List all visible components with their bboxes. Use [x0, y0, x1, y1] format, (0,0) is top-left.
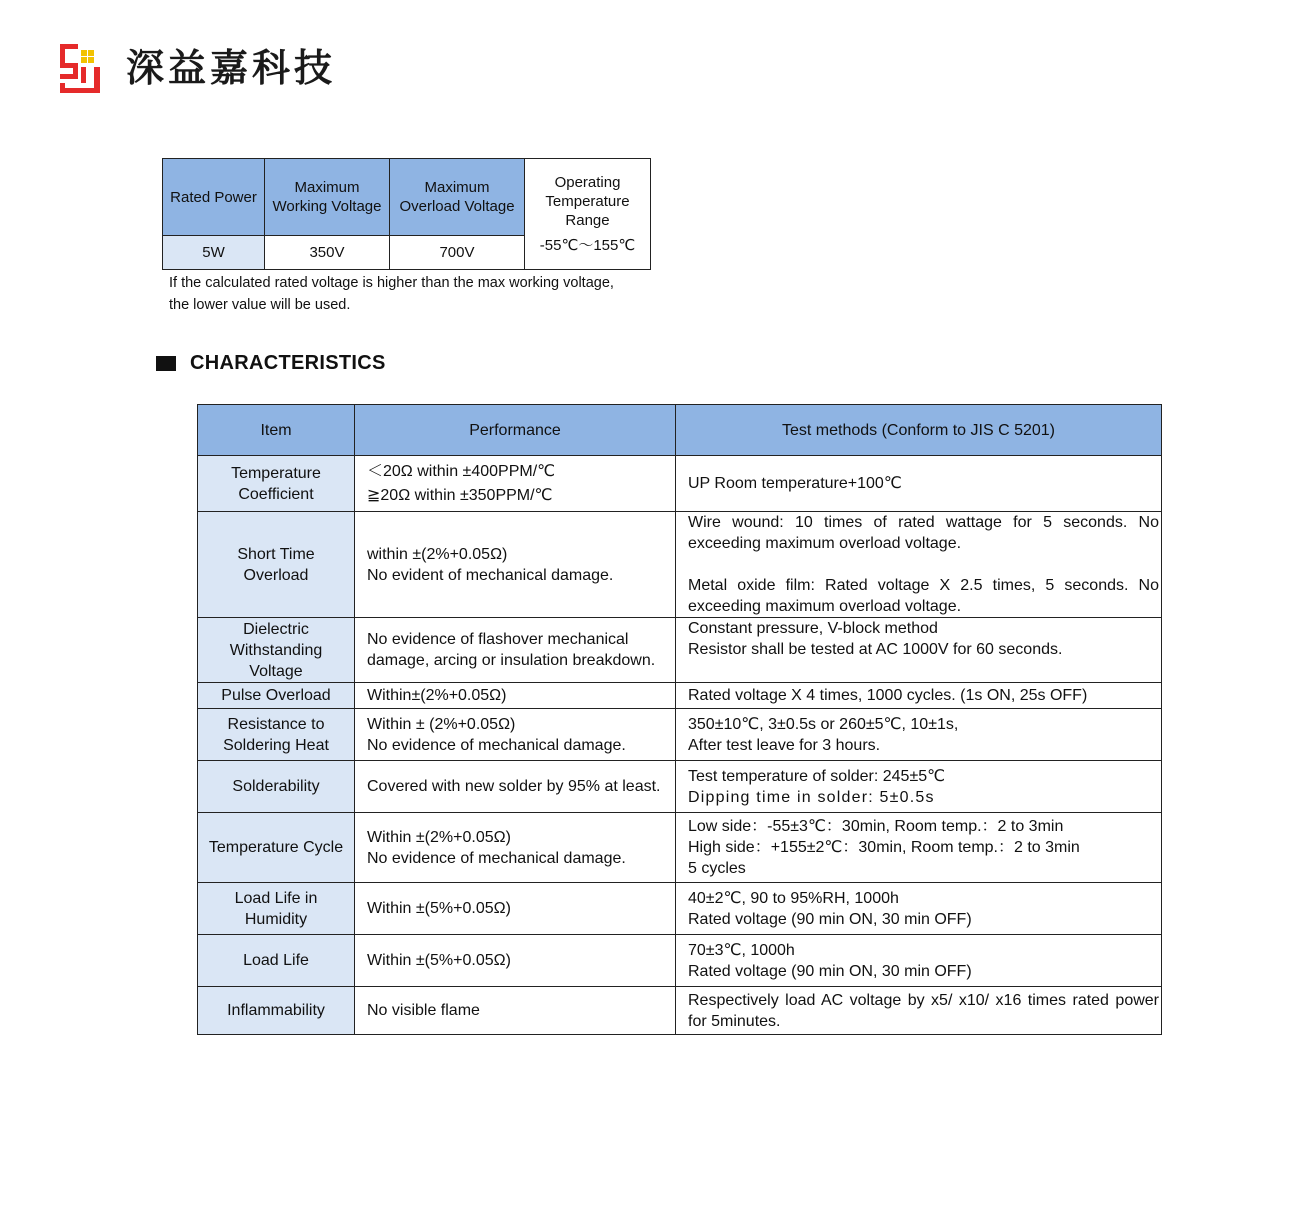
- section-heading: [156, 352, 386, 375]
- item-cell: Temperature Coefficient: [198, 456, 355, 512]
- table-row: [198, 761, 1162, 813]
- table-row: [198, 813, 1162, 883]
- max-working-voltage-value: 350V: [265, 236, 390, 270]
- operating-temp-cell: Operating Temperature Range -55℃～155℃: [525, 159, 651, 270]
- table-row: [198, 883, 1162, 935]
- item-cell: Short Time Overload: [198, 512, 355, 618]
- test-cell: 40±2℃, 90 to 95%RH, 1000h Rated voltage (90 min ON, 30 min OFF): [676, 883, 1162, 935]
- performance-header: Performance: [355, 405, 676, 456]
- item-cell: Solderability: [198, 761, 355, 813]
- test-cell: Wire wound: 10 times of rated wattage for 5 seconds. No exceeding maximum overload voltage. Metal oxide film: Rated voltage X 2.5 times, 5 seconds. No exceeding maximum overload voltage.: [676, 512, 1162, 618]
- rating-table: [162, 158, 651, 270]
- table-row: [198, 987, 1162, 1035]
- performance-cell: Covered with new solder by 95% at least.: [355, 761, 676, 813]
- bullet-square-icon: [156, 356, 176, 371]
- performance-cell: Within ± (2%+0.05Ω) No evidence of mechanical damage.: [355, 709, 676, 761]
- max-working-voltage-header: Maximum Working Voltage: [265, 159, 390, 236]
- item-cell: Dielectric Withstanding Voltage: [198, 618, 355, 683]
- test-cell: 70±3℃, 1000h Rated voltage (90 min ON, 30 min OFF): [676, 935, 1162, 987]
- item-cell: Inflammability: [198, 987, 355, 1035]
- test-cell: Low side：-55±3℃：30min, Room temp.：2 to 3min High side：+155±2℃：30min, Room temp.：2 to 3min 5 cycles: [676, 813, 1162, 883]
- max-overload-voltage-header: Maximum Overload Voltage: [390, 159, 525, 236]
- rated-power-header: Rated Power: [163, 159, 265, 236]
- item-cell: Pulse Overload: [198, 683, 355, 709]
- table-row: [198, 709, 1162, 761]
- company-logo: [60, 44, 100, 93]
- test-cell: Rated voltage X 4 times, 1000 cycles. (1s ON, 25s OFF): [676, 683, 1162, 709]
- max-overload-voltage-value: 700V: [390, 236, 525, 270]
- performance-cell: ＜20Ω within ±400PPM/℃ ≧20Ω within ±350PPM/℃: [355, 456, 676, 512]
- test-header: Test methods (Conform to JIS C 5201): [676, 405, 1162, 456]
- performance-cell: No visible flame: [355, 987, 676, 1035]
- item-cell: Load Life in Humidity: [198, 883, 355, 935]
- test-cell: UP Room temperature+100℃: [676, 456, 1162, 512]
- performance-cell: Within ±(2%+0.05Ω) No evidence of mechanical damage.: [355, 813, 676, 883]
- operating-temp-value: -55℃～155℃: [539, 237, 636, 254]
- test-cell: 350±10℃, 3±0.5s or 260±5℃, 10±1s, After test leave for 3 hours.: [676, 709, 1162, 761]
- rating-note: If the calculated rated voltage is higher than the max working voltage, the lower value will be used.: [169, 275, 614, 313]
- item-cell: Load Life: [198, 935, 355, 987]
- table-row: [198, 618, 1162, 683]
- item-cell: Resistance to Soldering Heat: [198, 709, 355, 761]
- test-cell: Constant pressure, V-block method Resistor shall be tested at AC 1000V for 60 seconds.: [676, 618, 1162, 683]
- test-cell: Test temperature of solder: 245±5℃ Dipping time in solder: 5±0.5s: [676, 761, 1162, 813]
- company-name: 深益嘉科技: [126, 46, 337, 90]
- test-cell: Respectively load AC voltage by x5/ x10/ x16 times rated power for 5minutes.: [676, 987, 1162, 1035]
- performance-cell: No evidence of flashover mechanical damage, arcing or insulation breakdown.: [355, 618, 676, 683]
- performance-cell: within ±(2%+0.05Ω) No evident of mechanical damage.: [355, 512, 676, 618]
- table-row: [198, 935, 1162, 987]
- section-title: CHARACTERISTICS: [190, 352, 386, 374]
- table-row: [198, 683, 1162, 709]
- rated-power-value: 5W: [163, 236, 265, 270]
- item-header: Item: [198, 405, 355, 456]
- performance-cell: Within±(2%+0.05Ω): [355, 683, 676, 709]
- performance-cell: Within ±(5%+0.05Ω): [355, 883, 676, 935]
- table-row: [198, 456, 1162, 512]
- performance-cell: Within ±(5%+0.05Ω): [355, 935, 676, 987]
- item-cell: Temperature Cycle: [198, 813, 355, 883]
- characteristics-table: [197, 404, 1162, 1035]
- table-row: [198, 512, 1162, 618]
